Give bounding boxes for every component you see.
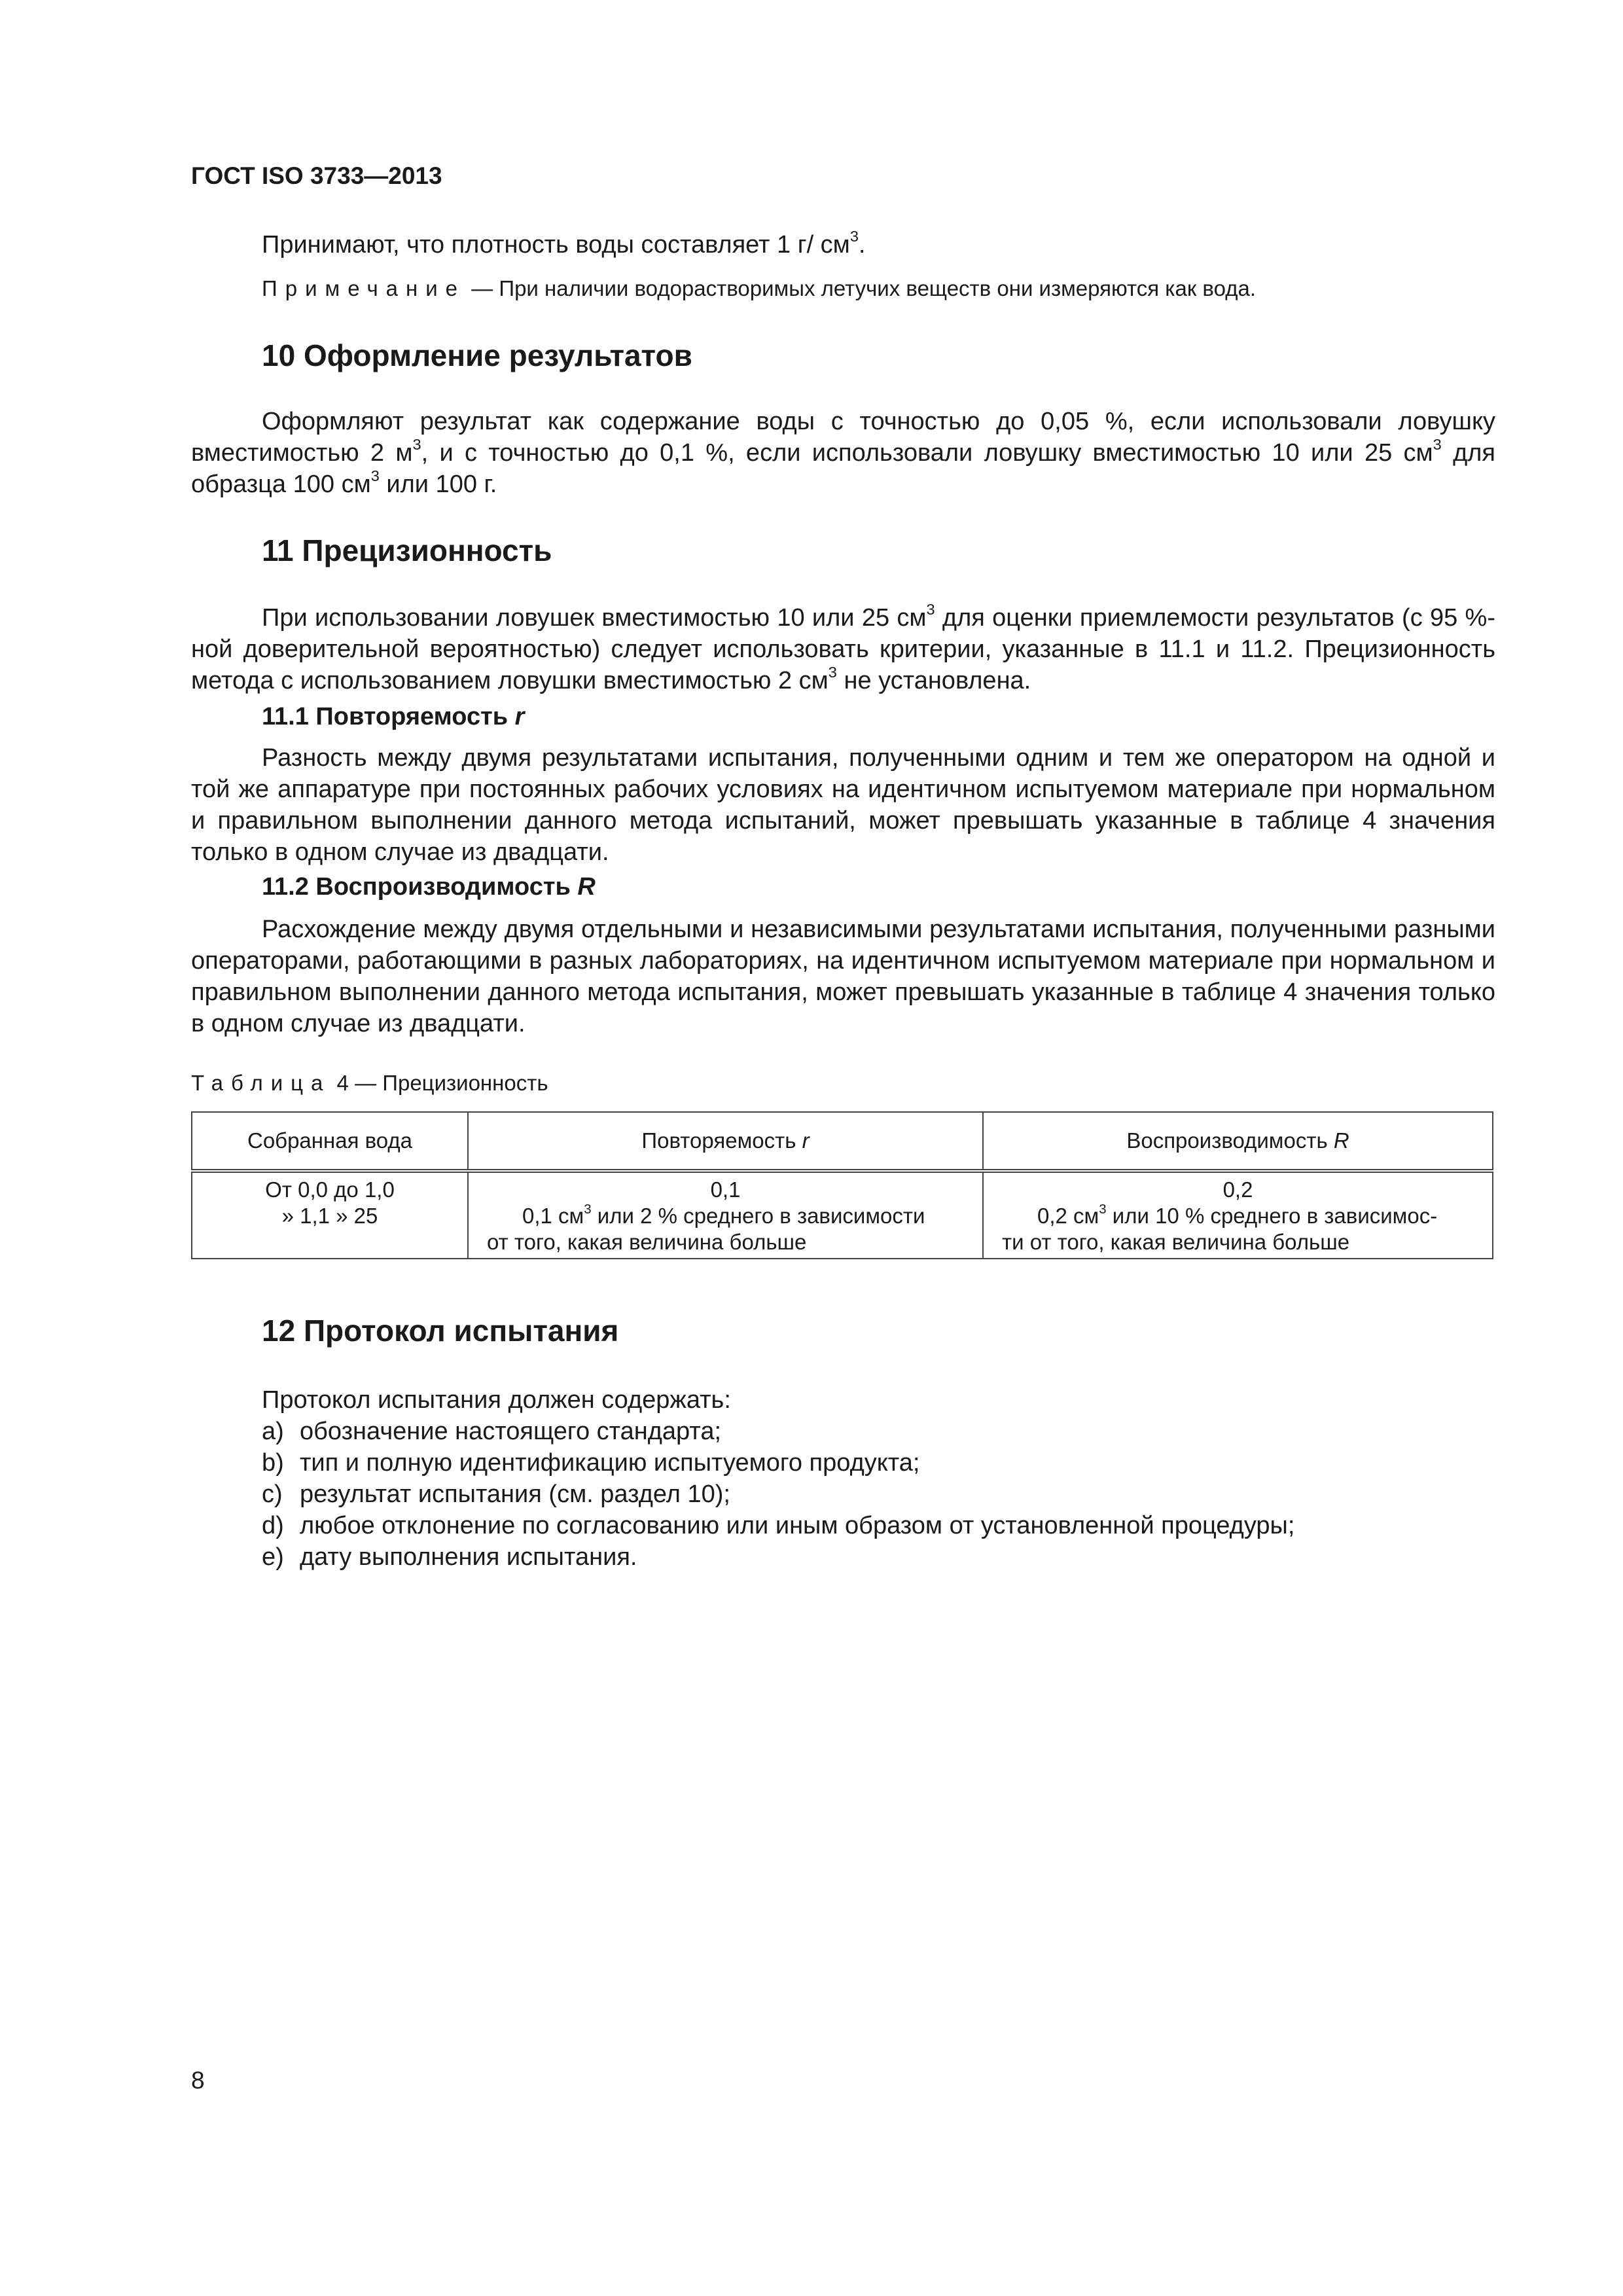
cell-line: » 1,1 » 25: [281, 1204, 378, 1228]
text-run: для образца 100 см: [191, 439, 1495, 498]
superscript: 3: [412, 435, 421, 453]
note: [262, 276, 1256, 301]
water-density-statement: [262, 229, 865, 260]
section-12-title: 12 Протокол испытания: [262, 1314, 619, 1348]
cell-line: От 0,0 до 1,0: [265, 1177, 395, 1202]
subsection-title-text: 11.1 Повторяемость: [262, 703, 515, 730]
list-item: [262, 1447, 1294, 1479]
superscript: 3: [584, 1201, 592, 1217]
text-run: или 2 % среднего в зависимости: [591, 1204, 925, 1228]
precision-table: [191, 1111, 1493, 1259]
header-collected-water: Собранная вода: [192, 1112, 468, 1171]
text-run: , и с точностью до 0,1 %, если использовали ловушку вместимостью 10 или 25 см: [421, 439, 1433, 467]
water-density-suffix: .: [858, 231, 866, 259]
header-repeatability: [468, 1112, 983, 1171]
cell-collected-water: [192, 1171, 468, 1259]
subsection-11-2-title: [262, 873, 596, 901]
text-run: или 10 % среднего в зависимос-: [1106, 1204, 1438, 1228]
list-item-label: c): [262, 1480, 283, 1508]
text-run: не установлена.: [836, 667, 1031, 694]
cell-reproducibility: [983, 1171, 1493, 1259]
caption-label: Таблица: [191, 1071, 331, 1095]
superscript: 3: [849, 227, 859, 245]
document-header: ГОСТ ISO 3733—2013: [191, 162, 442, 189]
list-item-label: a): [262, 1418, 284, 1445]
cell-line: [469, 1203, 982, 1229]
caption-text: 4 — Прецизионность: [330, 1071, 548, 1095]
cell-line: 0,1: [710, 1177, 741, 1202]
header-text: Воспроизводимость: [1126, 1128, 1334, 1153]
cell-line: 0,2: [1222, 1177, 1253, 1202]
superscript: 3: [1433, 435, 1442, 453]
list-item-label: b): [262, 1449, 284, 1477]
text-run: или 100 г.: [379, 471, 497, 498]
list-item: [262, 1510, 1294, 1541]
superscript: 3: [1099, 1201, 1107, 1217]
protocol-intro: Протокол испытания должен содержать:: [262, 1386, 731, 1414]
section-11-paragraph: [191, 602, 1495, 696]
text-run: При использовании ловушек вместимостью 10 или 25 см: [262, 604, 927, 632]
note-text: — При наличии водорастворимых летучих веществ они измеряются как вода.: [465, 276, 1256, 300]
subsection-11-2-text: Расхождение между двумя отдельными и независимыми результатами испытания, полученными разными операторами, работающими в разных лабораториях, на идентичном испытуемом материале при нормальном и правильном выполнении данного метода испытания, может превышать указанные в таблице 4 значения только в одном случае из двадцати.: [191, 916, 1495, 1037]
section-10-title: 10 Оформление результатов: [262, 338, 692, 372]
table-caption: [191, 1071, 548, 1096]
header-reproducibility: [983, 1112, 1493, 1171]
header-text: Повторяемость: [641, 1128, 802, 1153]
cell-line: от того, какая величина больше: [487, 1230, 807, 1254]
list-item-text: тип и полную идентификацию испытуемого продукта;: [300, 1449, 920, 1477]
subsection-11-1-text: Разность между двумя результатами испытания, полученными одним и тем же оператором на одной и той же аппаратуре при постоянных рабочих условиях на идентичном испытуемом материале при нормальном и правильном выполнении данного метода испытаний, может превышать указанные в таблице 4 значения только в одном случае из двадцати.: [191, 744, 1495, 866]
subsection-title-text: 11.2 Воспроизводимость: [262, 873, 578, 901]
superscript: 3: [926, 600, 935, 618]
list-item-text: дату выполнения испытания.: [300, 1543, 637, 1571]
superscript: 3: [370, 467, 380, 484]
water-density-text: Принимают, что плотность воды составляет 1 г/ см: [262, 231, 850, 259]
page-number: 8: [191, 2067, 205, 2094]
cell-repeatability: [468, 1171, 983, 1259]
list-item-text: любое отклонение по согласованию или иным образом от установленной процедуры;: [300, 1512, 1295, 1539]
symbol-r: r: [802, 1128, 810, 1153]
superscript: 3: [828, 663, 837, 681]
cell-line: ти от того, какая величина больше: [1002, 1230, 1350, 1254]
table-header-row: [192, 1112, 1493, 1171]
list-item: [262, 1416, 1294, 1447]
list-item-text: обозначение настоящего стандарта;: [300, 1418, 722, 1445]
text-run: для оценки приемлемости результатов (с 95 %-ной доверительной вероятностью) следует использовать критерии, указанные в 11.1 и 11.2. Прецизионность метода с использованием ловушки вместимостью 2 см: [191, 604, 1495, 694]
section-10-paragraph: [191, 406, 1495, 500]
subsection-11-1-title: [262, 703, 524, 731]
text-run: Оформляют результат как содержание воды с точностью до 0,05 %, если использовали ловушку вместимостью 2 м: [191, 408, 1495, 467]
table-row: [192, 1171, 1493, 1259]
symbol-R: R: [1333, 1128, 1349, 1153]
cell-line: [984, 1203, 1492, 1229]
list-item-label: d): [262, 1512, 284, 1539]
list-item: [262, 1479, 1294, 1510]
section-11-title: 11 Прецизионность: [262, 533, 552, 567]
symbol-r: r: [514, 703, 525, 730]
list-item-text: результат испытания (см. раздел 10);: [300, 1480, 730, 1508]
text-run: 0,2 см: [1037, 1204, 1099, 1228]
list-item-label: e): [262, 1543, 284, 1571]
list-item: [262, 1541, 1294, 1573]
text-run: 0,1 см: [522, 1204, 584, 1228]
protocol-list: [262, 1384, 1294, 1573]
note-label: Примечание: [262, 276, 466, 300]
symbol-R: R: [577, 873, 596, 901]
